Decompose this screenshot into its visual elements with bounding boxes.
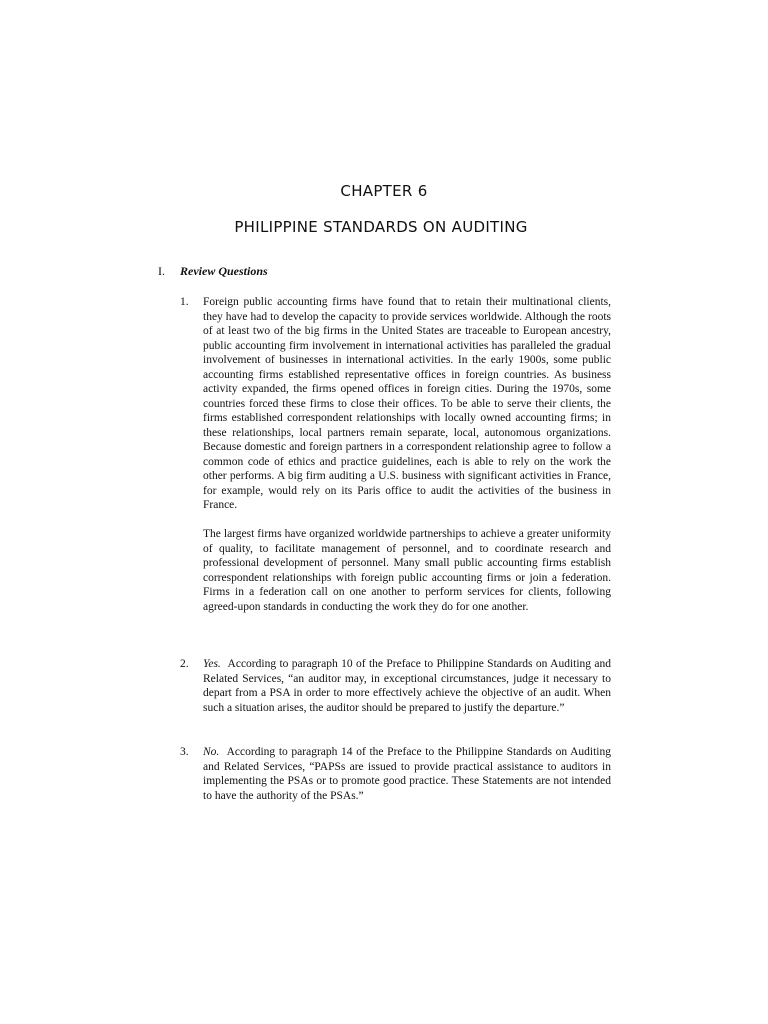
paragraph: Foreign public accounting firms have found that to retain their multinational clients, they have had to develop the capacity to provide services worldwide. Although the roots of at least two of the big firms in the United States are traceable to European ancestry, public accounting firm involvement in international activities has paralleled the gradual involvement of businesses in international activities. In the early 1900s, some public accounting firms established representative offices in foreign countries. As business activity expanded, the firms opened offices in foreign cities. During the 1970s, some countries forced these firms to close their offices. To be able to serve their clients, the firms established correspondent relationships with locally owned accounting firms; in these relationships, local partners remain separate, local, autonomous organizations. Because domestic and foreign partners in a correspondent relationship agree to follow a common code of ethics and practice guidelines, each is able to rely on the work the other performs. A big firm auditing a U.S. business with significant activities in France, for example, would rely on its Paris office to audit the activities of the business in France. <box>203 296 611 511</box>
section-heading-label: Review Questions <box>180 264 268 278</box>
paragraph <box>203 657 611 715</box>
item-body <box>203 295 611 614</box>
paragraph <box>203 745 611 803</box>
paragraph: The largest firms have organized worldwide partnerships to achieve a greater uniformity of quality, to facilitate management of personnel, and to coordinate research and professional development of personnel. Many small public accounting firms establish correspondent relationships with foreign public accounting firms or join a federation. Firms in a federation call on one another to perform services for clients, following agreed-upon standards in conducting the work they do for one another. <box>203 528 611 613</box>
item-body <box>203 657 611 715</box>
chapter-subtitle: PHILIPPINE STANDARDS ON AUDITING <box>234 218 528 236</box>
answer-lead: Yes. <box>203 658 221 670</box>
item-body <box>203 745 611 803</box>
chapter-title: CHAPTER 6 <box>340 182 428 200</box>
item-number: 2. <box>180 658 189 670</box>
answer-lead: No. <box>203 746 220 758</box>
list-item <box>180 295 611 614</box>
list-item <box>180 657 611 715</box>
answer-text: According to paragraph 14 of the Preface to the Philippine Standards on Auditing and Related Services, “PAPSs are issued to provide practical assistance to auditors in implementing the PSAs or to promote good practice. These Statements are not intended to have the authority of the PSAs.” <box>203 746 611 802</box>
list-item <box>180 745 611 803</box>
item-number: 3. <box>180 746 189 758</box>
item-number: 1. <box>180 296 189 308</box>
answer-text: According to paragraph 10 of the Preface to Philippine Standards on Auditing and Related Services, “an auditor may, in exceptional circumstances, judge it necessary to depart from a PSA in order to more effectively achieve the objective of an audit. When such a situation arises, the auditor should be prepared to justify the departure.” <box>203 658 612 714</box>
section-numeral: I. <box>158 264 165 278</box>
section-heading <box>158 264 268 279</box>
